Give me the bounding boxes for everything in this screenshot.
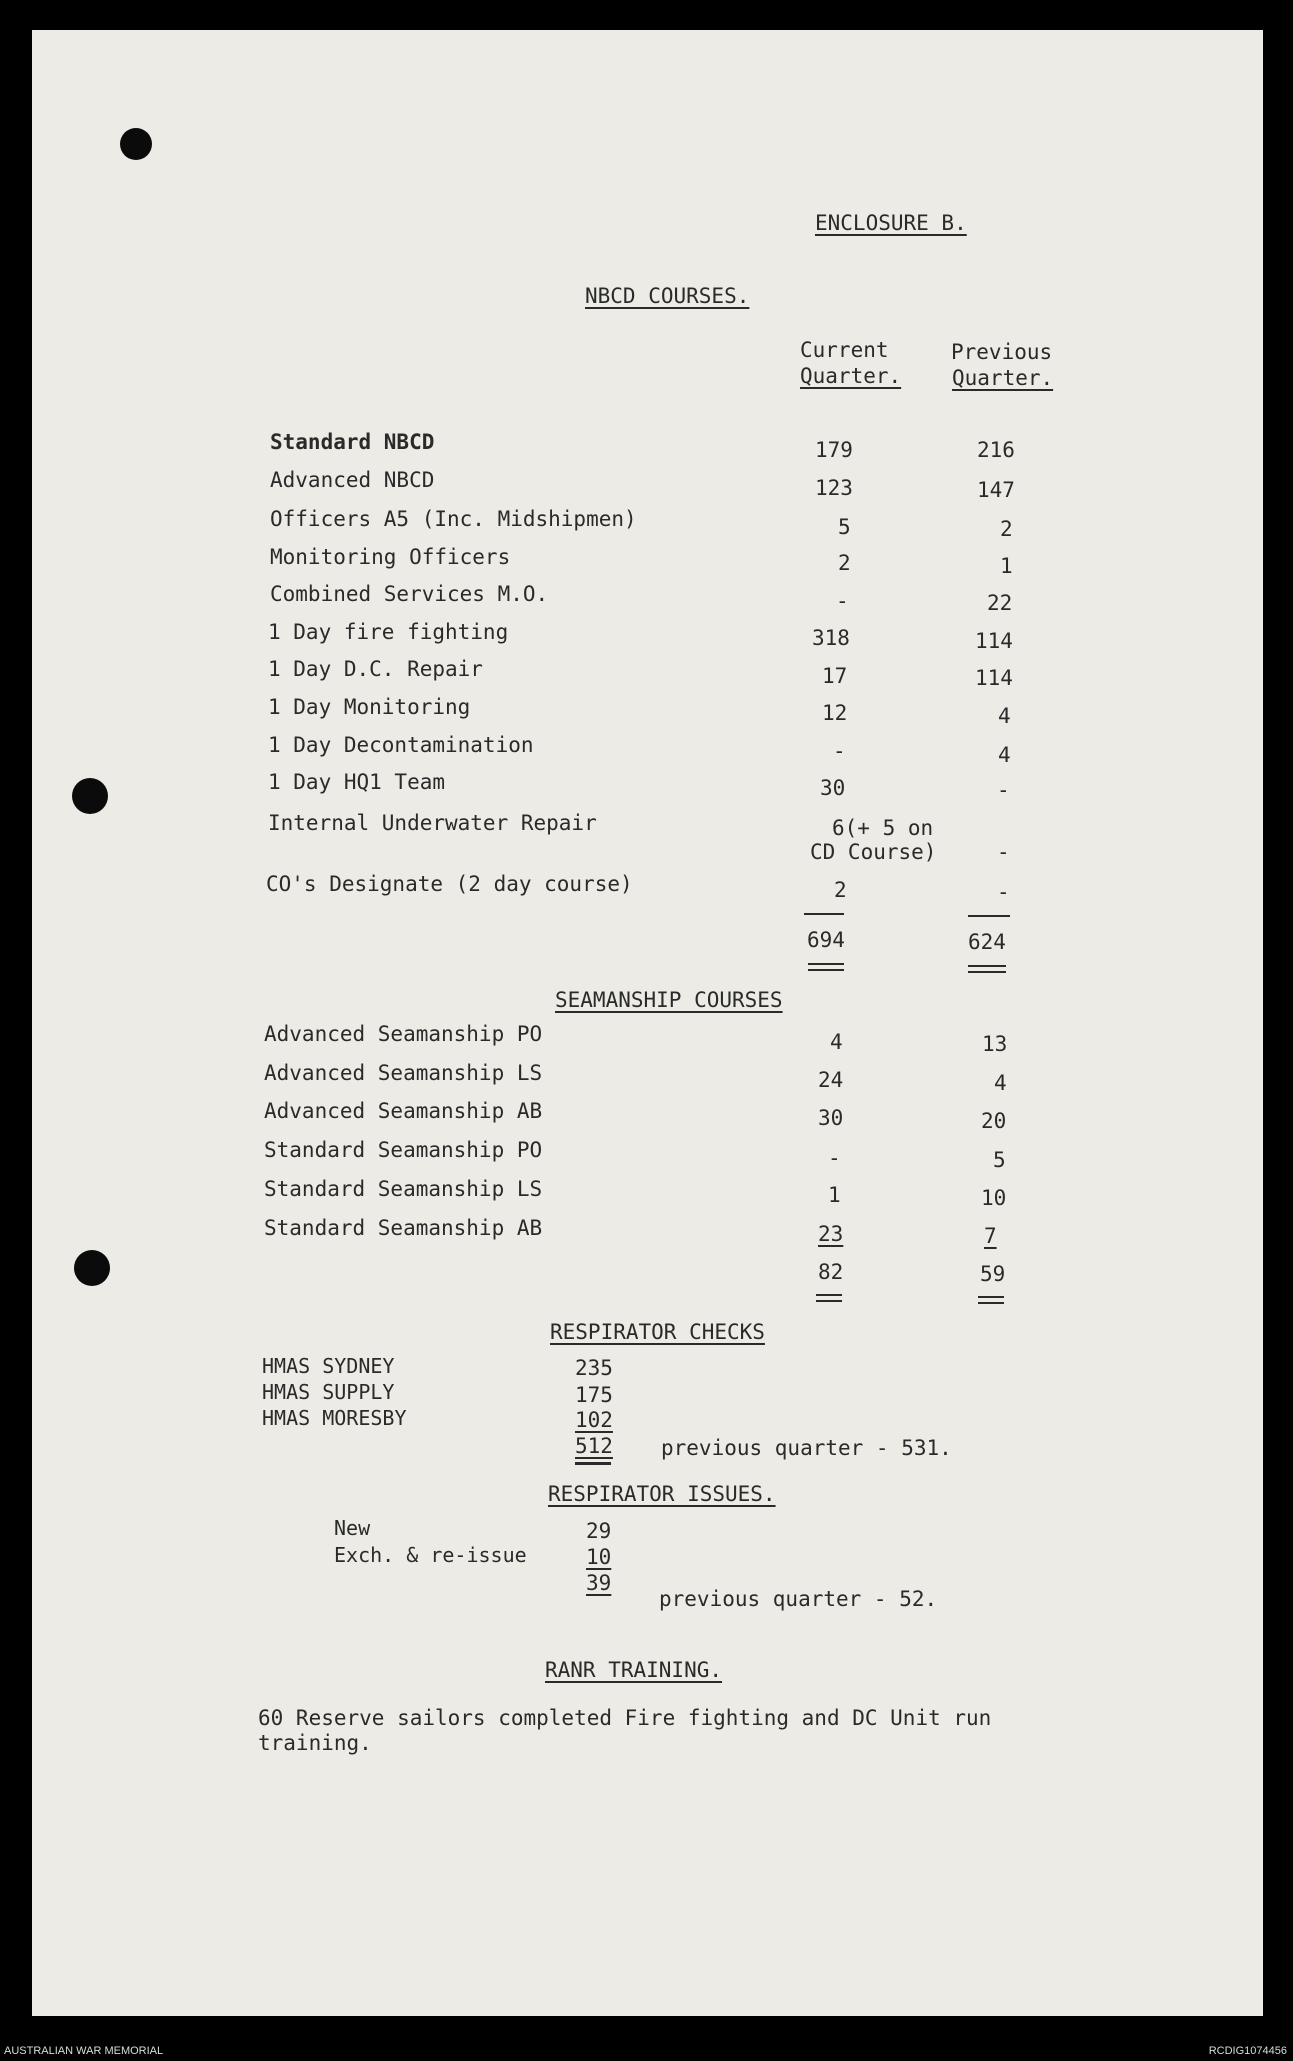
seamanship-label: Standard Seamanship AB	[264, 1216, 543, 1240]
nbcd-label: CO's Designate (2 day course)	[266, 872, 633, 896]
punch-hole	[74, 1250, 110, 1286]
seamanship-label: Advanced Seamanship AB	[264, 1099, 543, 1123]
nbcd-label: 1 Day Monitoring	[268, 695, 471, 719]
nbcd-label: 1 Day fire fighting	[268, 620, 509, 644]
nbcd-current: 30	[820, 776, 846, 800]
nbcd-label: 1 Day HQ1 Team	[268, 770, 446, 794]
check-label: HMAS MORESBY	[262, 1406, 407, 1430]
respirator-checks-title: RESPIRATOR CHECKS	[550, 1320, 765, 1344]
nbcd-previous: 4	[998, 743, 1011, 767]
col-previous-line1: Previous	[951, 340, 1053, 364]
total-double-line	[816, 1294, 842, 1302]
nbcd-label: Monitoring Officers	[270, 545, 511, 569]
nbcd-label: Advanced NBCD	[270, 468, 435, 492]
nbcd-label: 1 Day D.C. Repair	[268, 657, 483, 681]
nbcd-label: Officers A5 (Inc. Midshipmen)	[270, 507, 637, 531]
seamanship-previous: 10	[981, 1186, 1007, 1210]
nbcd-current: -	[833, 739, 846, 763]
seamanship-total-previous: 59	[980, 1262, 1006, 1286]
nbcd-label: Internal Underwater Repair	[268, 811, 597, 835]
seamanship-current: 30	[818, 1106, 844, 1130]
seamanship-current: 23	[818, 1222, 844, 1246]
issue-previous: previous quarter - 52.	[659, 1587, 938, 1611]
total-double-line	[575, 1462, 611, 1465]
sum-line	[804, 913, 844, 915]
nbcd-previous: -	[997, 840, 1010, 864]
seamanship-label: Advanced Seamanship LS	[264, 1061, 543, 1085]
issue-value: 10	[586, 1545, 612, 1569]
nbcd-current: 179	[815, 438, 853, 462]
enclosure-title: ENCLOSURE B.	[815, 211, 967, 235]
ranr-title: RANR TRAINING.	[545, 1658, 723, 1682]
col-current-line2: Quarter.	[800, 364, 902, 388]
check-label: HMAS SUPPLY	[262, 1380, 395, 1404]
seamanship-current: 4	[830, 1030, 843, 1054]
seamanship-current: -	[828, 1146, 841, 1170]
total-double-line	[808, 963, 844, 971]
check-label: HMAS SYDNEY	[262, 1354, 395, 1378]
nbcd-current: 123	[815, 476, 853, 500]
check-previous: previous quarter - 531.	[661, 1436, 952, 1460]
nbcd-previous: 216	[977, 438, 1015, 462]
seamanship-label: Standard Seamanship LS	[264, 1177, 543, 1201]
col-current-line1: Current	[800, 338, 889, 362]
seamanship-label: Standard Seamanship PO	[264, 1138, 543, 1162]
seamanship-title: SEAMANSHIP COURSES	[555, 988, 783, 1012]
nbcd-previous: 114	[975, 629, 1013, 653]
issue-total: 39	[586, 1571, 612, 1595]
seamanship-current: 24	[818, 1068, 844, 1092]
nbcd-current: 12	[822, 701, 848, 725]
seamanship-previous: 4	[994, 1071, 1007, 1095]
punch-hole	[120, 128, 152, 160]
nbcd-label: Standard NBCD	[270, 430, 435, 454]
nbcd-current: 318	[812, 626, 850, 650]
issue-label: Exch. & re-issue	[334, 1543, 527, 1567]
nbcd-current: 2	[838, 551, 851, 575]
nbcd-current-note: CD Course)	[810, 840, 937, 864]
nbcd-previous: -	[997, 880, 1010, 904]
sum-line	[968, 915, 1010, 917]
check-total: 512	[575, 1434, 613, 1458]
archive-credit: AUSTRALIAN WAR MEMORIAL	[4, 2045, 164, 2057]
nbcd-previous: 1	[1000, 554, 1013, 578]
ranr-text: training.	[258, 1731, 372, 1755]
nbcd-title: NBCD COURSES.	[585, 284, 750, 308]
nbcd-previous: 22	[987, 591, 1013, 615]
check-value: 175	[575, 1383, 613, 1407]
issue-value: 29	[586, 1519, 612, 1543]
nbcd-previous: -	[997, 778, 1010, 802]
nbcd-previous: 147	[977, 478, 1015, 502]
punch-hole	[72, 778, 108, 814]
seamanship-previous: 5	[993, 1148, 1006, 1172]
nbcd-current: -	[836, 589, 849, 613]
respirator-issues-title: RESPIRATOR ISSUES.	[548, 1482, 776, 1506]
nbcd-current: 2	[834, 878, 847, 902]
nbcd-current: 17	[822, 664, 848, 688]
col-previous-line2: Quarter.	[952, 366, 1054, 390]
check-value: 102	[575, 1408, 613, 1432]
seamanship-label: Advanced Seamanship PO	[264, 1022, 543, 1046]
nbcd-previous: 114	[975, 666, 1013, 690]
total-double-line	[968, 965, 1006, 973]
nbcd-total-current: 694	[807, 928, 845, 952]
nbcd-previous: 4	[998, 704, 1011, 728]
seamanship-previous: 13	[982, 1032, 1008, 1056]
nbcd-current: 5	[838, 515, 851, 539]
nbcd-total-previous: 624	[968, 930, 1006, 954]
seamanship-current: 1	[828, 1183, 841, 1207]
check-value: 235	[575, 1356, 613, 1380]
archive-reference: RCDIG1074456	[1208, 2045, 1287, 2057]
ranr-text: 60 Reserve sailors completed Fire fighting and DC Unit run	[258, 1706, 992, 1730]
seamanship-previous: 7	[984, 1224, 997, 1248]
seamanship-previous: 20	[981, 1109, 1007, 1133]
nbcd-label: 1 Day Decontamination	[268, 733, 534, 757]
total-double-line	[978, 1296, 1004, 1304]
nbcd-previous: 2	[1000, 517, 1013, 541]
nbcd-label: Combined Services M.O.	[270, 582, 549, 606]
issue-label: New	[334, 1516, 371, 1540]
nbcd-current: 6(+ 5 on	[832, 816, 934, 840]
seamanship-total-current: 82	[818, 1260, 844, 1284]
